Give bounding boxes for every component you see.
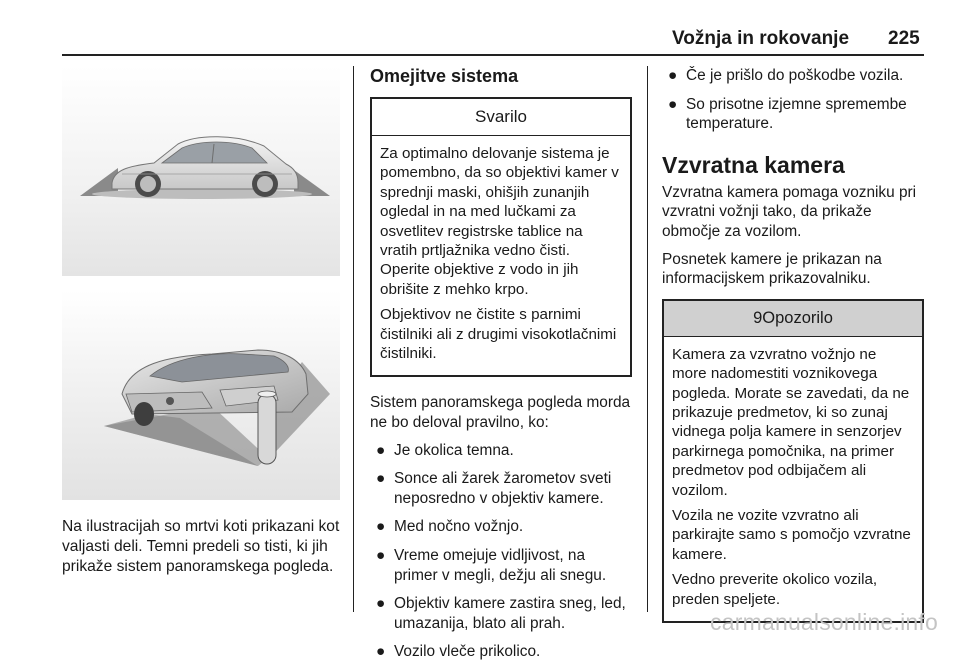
caution-paragraph: Objektivov ne čistite s parnimi čistilniki ali z drugimi visokotlačnimi čistilniki. xyxy=(380,306,617,363)
list-item: ● Vozilo vleče prikolico. xyxy=(376,643,541,661)
list-item: ● Je okolica temna. xyxy=(376,441,514,459)
warning-box xyxy=(662,299,924,623)
list-item: ● So prisotne izjemne spremembe temperature. xyxy=(668,95,907,133)
car-perspective-illustration xyxy=(62,290,340,500)
car-side-illustration xyxy=(62,66,340,276)
bullet-icon: ● xyxy=(376,470,386,488)
blindspot-cylinder xyxy=(258,394,276,464)
conditions-list xyxy=(662,66,924,134)
watermark: carmanualsonline.info xyxy=(710,609,938,635)
list-item: ● Sonce ali žarek žarometov sveti neposredno v objektiv kamere. xyxy=(376,470,612,507)
bullet-icon: ● xyxy=(376,441,386,459)
warning-icon: 9 xyxy=(753,308,763,327)
limitations-list xyxy=(370,441,632,662)
intro-text: Sistem panoramskega pogleda morda ne bo deloval pravilno, ko: xyxy=(370,394,631,432)
right-column xyxy=(662,66,924,623)
list-item: ● Če je prišlo do poškodbe vozila. xyxy=(668,67,904,84)
middle-column xyxy=(370,66,632,671)
warning-paragraph: Kamera za vzvratno vožnjo ne more nadomestiti voznikovega pogleda. Morate se zavedati, da ne prikazuje predmetov, ki so zunaj vidnega polja kamere in senzorjev parkirnega pomočnika, na primer predmetov pod odbijačem ali vozilom. xyxy=(672,345,910,499)
list-item: ● Objektiv kamere zastira sneg, led, umazanija, blato ali prah. xyxy=(376,595,626,632)
header-title: Vožnja in rokovanje xyxy=(672,28,850,49)
caution-paragraph: Za optimalno delovanje sistema je pomembno, da so objektivi kamer v sprednji maski, ohišjih zunanjih ogledal in na med lučkami za osvetlitev registrske tablice na vratih prtljažnika vedno čisti. Operite objektive z vodo in jih obrišite z mehko krpo. xyxy=(380,145,619,298)
warning-paragraph: Vozila ne vozite vzvratno ali parkirajte samo s pomočjo vzvratne kamere. xyxy=(672,507,911,563)
warning-header xyxy=(664,301,922,337)
figure-caption: Na ilustracijah so mrtvi koti prikazani kot valjasti deli. Temni predeli so tisti, ki jih prikaže sistem panoramskega pogleda. xyxy=(62,518,340,575)
column-divider xyxy=(353,66,354,612)
bullet-icon: ● xyxy=(668,67,678,84)
body-paragraph: Vzvratna kamera pomaga vozniku pri vzvratni vožnji tako, da prikaže območje za vozilom. xyxy=(662,183,917,240)
page-number: 225 xyxy=(888,28,920,49)
warning-paragraph: Vedno preverite okolico vozila, preden speljete. xyxy=(672,571,878,608)
bullet-icon: ● xyxy=(376,547,386,565)
warning-title: Opozorilo xyxy=(762,308,833,327)
section-heading: Omejitve sistema xyxy=(370,66,519,86)
body-paragraph: Posnetek kamere je prikazan na informacijskem prikazovalniku. xyxy=(662,250,882,288)
list-item: ● Med nočno vožnjo. xyxy=(376,518,524,536)
section-heading: Vzvratna kamera xyxy=(662,151,845,178)
caution-title: Svarilo xyxy=(372,99,630,136)
caution-box xyxy=(370,97,632,377)
bullet-icon: ● xyxy=(376,595,386,613)
column-divider xyxy=(647,66,648,612)
bullet-icon: ● xyxy=(668,95,678,113)
car-side-blindspot-icon xyxy=(62,66,340,276)
list-item: ● Vreme omejuje vidljivost, na primer v megli, dežju ali snegu. xyxy=(376,547,607,584)
bullet-icon: ● xyxy=(376,518,386,536)
bullet-icon: ● xyxy=(376,643,386,661)
car-camera-zones-icon xyxy=(62,290,340,500)
header-rule xyxy=(62,54,924,56)
